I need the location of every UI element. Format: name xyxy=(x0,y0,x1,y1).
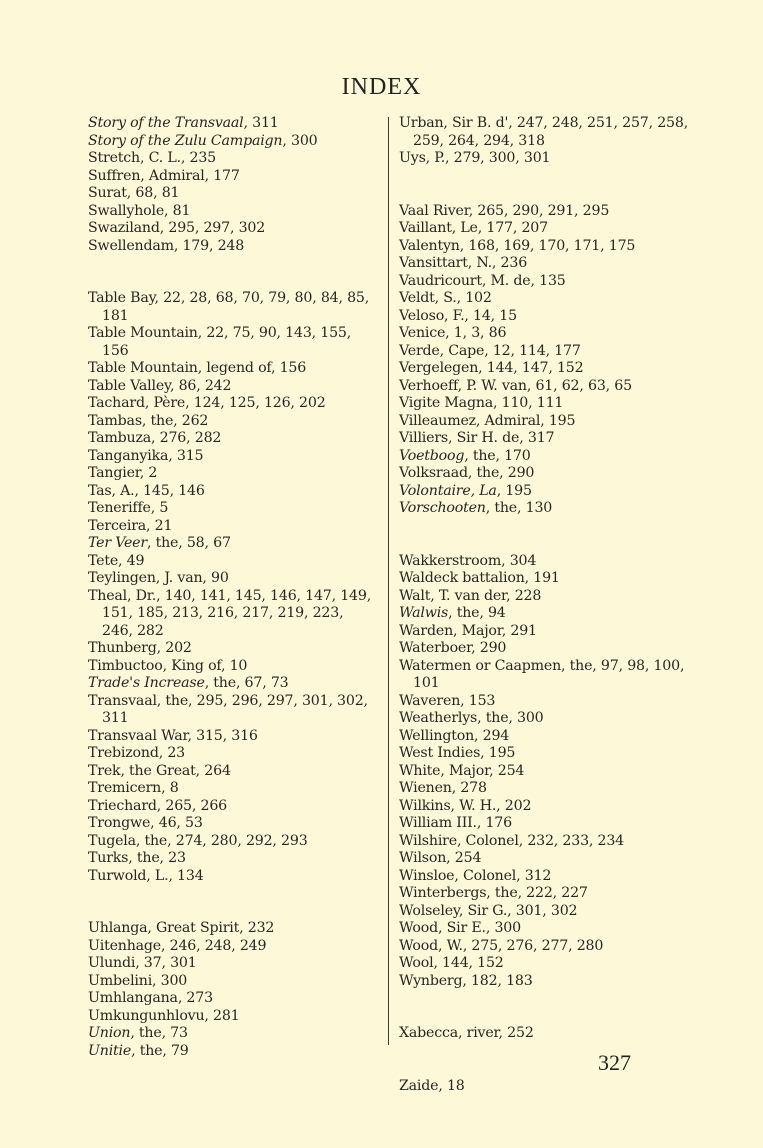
entry-italic-title: Voetboog xyxy=(399,447,465,464)
index-entry: Thunberg, 202 xyxy=(88,640,192,656)
index-entry: Teneriffe, 5 xyxy=(88,500,169,516)
entry-references: , the, 130 xyxy=(485,500,553,516)
group-gap xyxy=(88,255,378,290)
index-entry: Villeaumez, Admiral, 195 xyxy=(399,412,576,429)
entry-references: , the, 79 xyxy=(131,1042,189,1059)
entry-references: , 300 xyxy=(282,132,318,149)
index-entry xyxy=(399,483,699,501)
index-entry: Tambas, the, 262 xyxy=(88,412,209,429)
index-entry: Wolseley, Sir G., 301, 302 xyxy=(399,902,578,919)
entry-italic-title: Vorschooten xyxy=(399,500,486,516)
index-entry: Venice, 1, 3, 86 xyxy=(399,325,507,341)
entry-italic-title: Walwis xyxy=(399,605,449,621)
index-entry: Vaillant, Le, 177, 207 xyxy=(399,220,548,236)
index-entry: White, Major, 254 xyxy=(399,762,525,779)
entry-references: , the, 58, 67 xyxy=(146,535,231,551)
index-entry: Swaziland, 295, 297, 302 xyxy=(88,220,266,236)
index-entry: Winterbergs, the, 222, 227 xyxy=(399,885,588,901)
index-entry: Tremicern, 8 xyxy=(88,780,179,796)
group-gap xyxy=(399,990,699,1025)
index-entry: Veloso, F., 14, 15 xyxy=(399,307,517,324)
index-entry xyxy=(88,115,378,133)
entry-italic-title: Story of the Zulu Campaign xyxy=(88,132,283,149)
index-entry: Uhlanga, Great Spirit, 232 xyxy=(88,920,275,936)
entry-italic-title: Volontaire, La xyxy=(399,482,497,499)
index-entry: Winsloe, Colonel, 312 xyxy=(399,867,552,884)
index-entry: Wilshire, Colonel, 232, 233, 234 xyxy=(399,832,625,849)
index-entry: Waveren, 153 xyxy=(399,692,496,709)
entry-references: , the, 73 xyxy=(130,1025,188,1041)
index-entry: Wakkerstroom, 304 xyxy=(399,552,537,569)
index-entry: Urban, Sir B. d', 247, 248, 251, 257, 258, 259, 264, 294, 318 xyxy=(399,115,689,149)
index-entry xyxy=(88,675,378,693)
index-entry: Tambuza, 276, 282 xyxy=(88,430,222,446)
index-entry: Table Bay, 22, 28, 68, 70, 79, 80, 84, 85, 181 xyxy=(88,290,370,324)
index-entry: Wellington, 294 xyxy=(399,727,510,744)
index-entry xyxy=(88,133,378,151)
index-entry: Tete, 49 xyxy=(88,552,145,569)
index-entry: Uitenhage, 246, 248, 249 xyxy=(88,937,267,954)
index-entry: Volksraad, the, 290 xyxy=(399,465,535,481)
index-entry: Weatherlys, the, 300 xyxy=(399,710,544,726)
entry-references: , 311 xyxy=(243,115,279,131)
index-entry: Watermen or Caapmen, the, 97, 98, 100, 101 xyxy=(399,657,685,691)
index-entry: Wilkins, W. H., 202 xyxy=(399,797,532,814)
group-gap xyxy=(399,1043,699,1078)
group-gap xyxy=(88,885,378,920)
entry-italic-title: Story of the Transvaal xyxy=(88,115,244,131)
index-entry: Triechard, 265, 266 xyxy=(88,797,227,814)
index-column-right xyxy=(399,115,699,1095)
index-entry: Verhoeff, P. W. van, 61, 62, 63, 65 xyxy=(399,377,632,394)
entry-italic-title: Ter Veer xyxy=(88,535,147,551)
index-entry: Vansittart, N., 236 xyxy=(399,255,528,271)
index-entry: Trongwe, 46, 53 xyxy=(88,815,203,831)
group-gap xyxy=(399,518,699,553)
index-entry: Xabecca, river, 252 xyxy=(399,1025,534,1041)
index-entry: Veldt, S., 102 xyxy=(399,290,492,306)
column-divider xyxy=(388,117,389,1045)
page-number: 327 xyxy=(598,1050,631,1075)
entry-references: , the, 94 xyxy=(448,605,506,621)
index-entry: Timbuctoo, King of, 10 xyxy=(88,657,248,674)
page-title: INDEX xyxy=(341,74,422,100)
index-entry: Vaal River, 265, 290, 291, 295 xyxy=(399,202,610,219)
index-entry: Swallyhole, 81 xyxy=(88,202,191,219)
index-column-left xyxy=(88,115,378,1060)
index-entry: Wood, W., 275, 276, 277, 280 xyxy=(399,937,604,954)
index-entry: Turks, the, 23 xyxy=(88,850,186,866)
index-entry: Walt, T. van der, 228 xyxy=(399,587,542,604)
index-entry: Tangier, 2 xyxy=(88,465,158,481)
index-entry: Stretch, C. L., 235 xyxy=(88,150,217,166)
index-entry: Valentyn, 168, 169, 170, 171, 175 xyxy=(399,237,636,254)
index-entry: West Indies, 195 xyxy=(399,745,516,761)
index-entry: Ulundi, 37, 301 xyxy=(88,955,197,971)
entry-references: , the, 170 xyxy=(464,447,531,464)
index-entry: Teylingen, J. van, 90 xyxy=(88,570,229,586)
index-entry: Vaudricourt, M. de, 135 xyxy=(399,272,566,289)
group-gap xyxy=(399,168,699,203)
index-entry: Suffren, Admiral, 177 xyxy=(88,167,240,184)
index-entry: Trebizond, 23 xyxy=(88,745,185,761)
index-entry: Tanganyika, 315 xyxy=(88,447,204,464)
index-entry: Umhlangana, 273 xyxy=(88,990,213,1006)
index-entry: Villiers, Sir H. de, 317 xyxy=(399,430,555,446)
index-entry xyxy=(399,500,699,518)
index-entry: Swellendam, 179, 248 xyxy=(88,237,245,254)
entry-references: , the, 67, 73 xyxy=(204,675,289,691)
index-entry: Wool, 144, 152 xyxy=(399,955,504,971)
index-entry: Tugela, the, 274, 280, 292, 293 xyxy=(88,832,308,849)
index-entry: Trek, the Great, 264 xyxy=(88,762,231,779)
index-entry: Tachard, Père, 124, 125, 126, 202 xyxy=(88,395,326,411)
index-entry: Verde, Cape, 12, 114, 177 xyxy=(399,342,581,359)
index-entry: Theal, Dr., 140, 141, 145, 146, 147, 149, 151, 185, 213, 216, 217, 219, 223, 246, 282 xyxy=(88,587,372,639)
index-entry: Umkungunhlovu, 281 xyxy=(88,1007,240,1024)
index-entry: Table Valley, 86, 242 xyxy=(88,377,232,394)
entry-italic-title: Union xyxy=(88,1025,131,1041)
index-entry: Waterboer, 290 xyxy=(399,640,507,656)
index-entry: Table Mountain, 22, 75, 90, 143, 155, 156 xyxy=(88,325,352,359)
index-entry xyxy=(88,1025,378,1043)
index-entry xyxy=(399,605,699,623)
entry-references: , 195 xyxy=(496,482,532,499)
index-entry xyxy=(399,448,699,466)
index-entry xyxy=(88,1043,378,1061)
index-entry: Table Mountain, legend of, 156 xyxy=(88,360,307,376)
index-entry: Wilson, 254 xyxy=(399,850,482,866)
index-entry: Wynberg, 182, 183 xyxy=(399,972,533,989)
index-entry: Umbelini, 300 xyxy=(88,972,188,989)
index-entry: Wienen, 278 xyxy=(399,780,487,796)
index-entry: Surat, 68, 81 xyxy=(88,185,180,201)
index-entry: Waldeck battalion, 191 xyxy=(399,570,560,586)
index-entry: Warden, Major, 291 xyxy=(399,622,537,639)
index-entry: Transvaal, the, 295, 296, 297, 301, 302, 311 xyxy=(88,692,368,726)
index-entry: Terceira, 21 xyxy=(88,517,173,534)
index-entry: Vergelegen, 144, 147, 152 xyxy=(399,360,584,376)
entry-italic-title: Trade's Increase xyxy=(88,675,205,691)
index-entry: Wood, Sir E., 300 xyxy=(399,920,521,936)
index-entry: Tas, A., 145, 146 xyxy=(88,482,205,499)
index-entry: Zaide, 18 xyxy=(399,1077,465,1094)
index-entry: Vigite Magna, 110, 111 xyxy=(399,395,564,411)
index-entry: William III., 176 xyxy=(399,815,512,831)
entry-italic-title: Unitie xyxy=(88,1042,132,1059)
index-entry: Uys, P., 279, 300, 301 xyxy=(399,150,551,166)
index-entry: Transvaal War, 315, 316 xyxy=(88,727,258,744)
index-entry xyxy=(88,535,378,553)
index-entry: Turwold, L., 134 xyxy=(88,867,204,884)
